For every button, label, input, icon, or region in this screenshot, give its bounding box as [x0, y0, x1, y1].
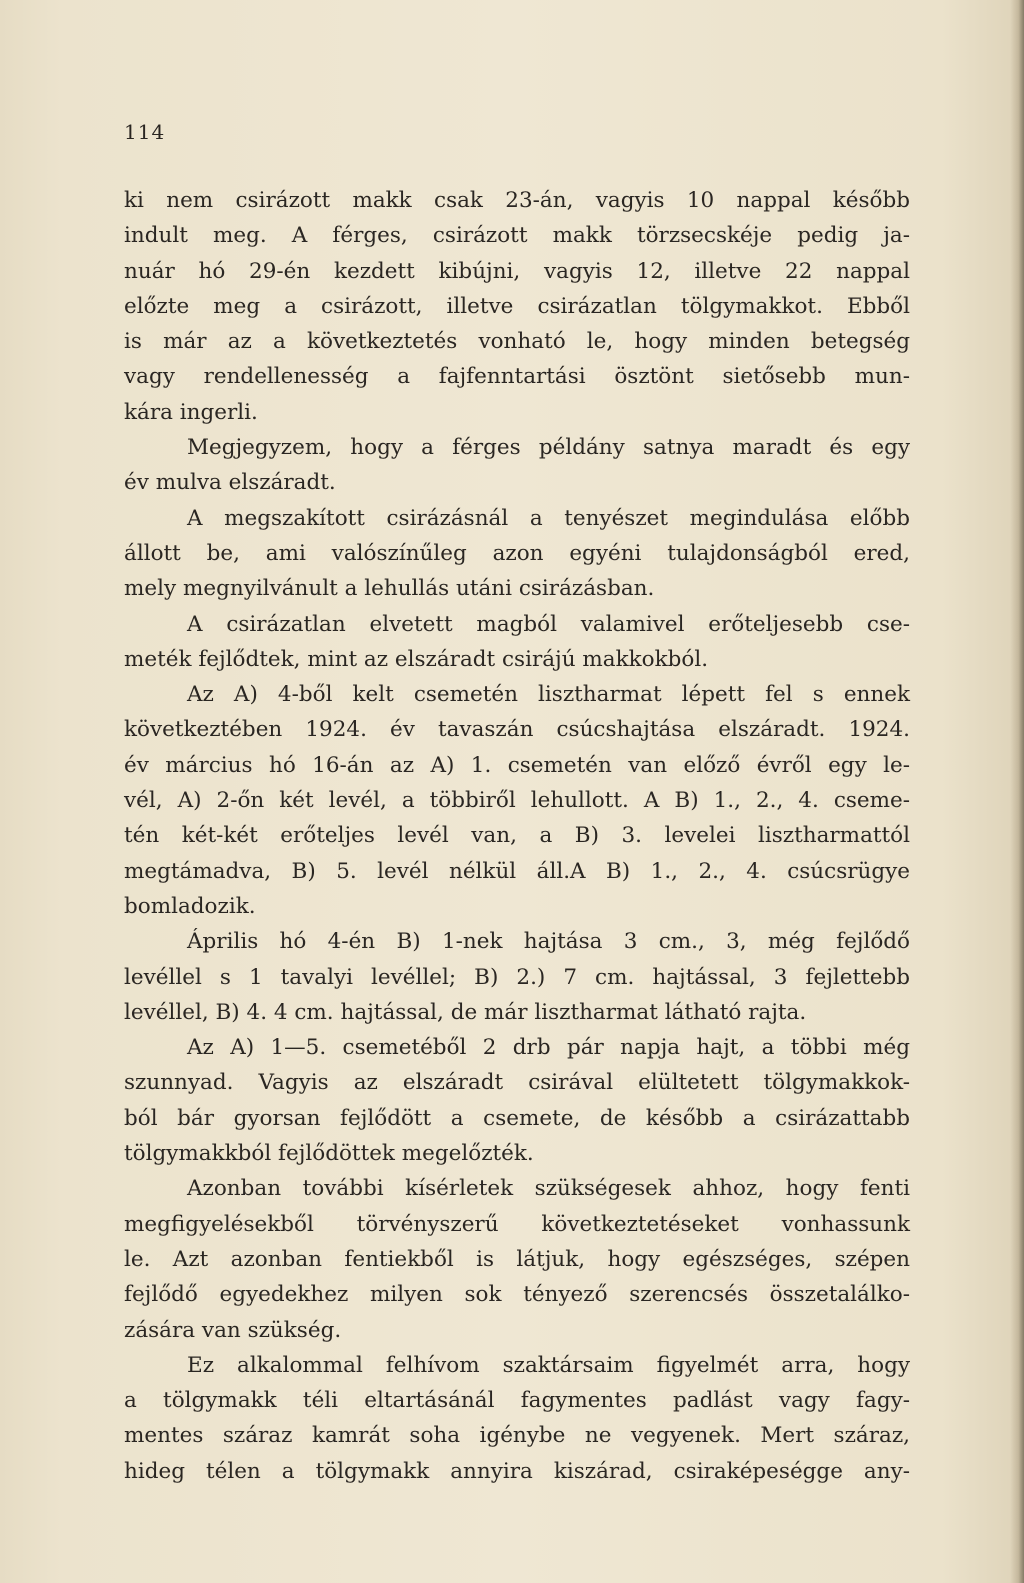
text-line: mely megnyilvánult a lehullás utáni csirázásban. [124, 576, 655, 602]
text-line: Megjegyzem, hogy a férges példány satnya maradt és egy [187, 435, 910, 461]
text-line: szunnyad. Vagyis az elszáradt csirával elültetett tölgymakkok- [124, 1070, 910, 1096]
text-line: megtámadva, B) 5. levél nélkül áll.A B) 1., 2., 4. csúcsrügye [124, 858, 910, 884]
page-number: 114 [124, 120, 166, 144]
text-line: megfigyelésekből törvényszerű következtetéseket vonhassunk [124, 1211, 910, 1237]
text-line: a tölgymakk téli eltartásánál fagymentes padlást vagy fagy- [124, 1388, 910, 1414]
text-line: tén két-két erőteljes levél van, a B) 3. levelei lisztharmattól [124, 823, 910, 849]
text-line: vagy rendellenesség a fajfenntartási ösztönt sietősebb mun- [124, 364, 910, 390]
text-line: le. Azt azonban fentiekből is látjuk, hogy egészséges, szépen [124, 1246, 910, 1272]
text-line: év március hó 16-án az A) 1. csemetén van előző évről egy le- [124, 752, 910, 778]
text-line: Az A) 1—5. csemetéből 2 drb pár napja hajt, a többi még [187, 1035, 910, 1061]
page-edge-shadow [1010, 0, 1024, 1583]
text-line: fejlődő egyedekhez milyen sok tényező szerencsés összetalálko- [124, 1282, 910, 1308]
text-line: év mulva elszáradt. [124, 470, 336, 496]
body-text [124, 183, 910, 1489]
text-line: következtében 1924. év tavaszán csúcshajtása elszáradt. 1924. [124, 717, 910, 743]
text-line: levéllel s 1 tavalyi levéllel; B) 2.) 7 cm. hajtással, 3 fejlettebb [124, 964, 910, 990]
text-line: ki nem csirázott makk csak 23-án, vagyis 10 nappal később [124, 188, 910, 213]
text-line: levéllel, B) 4. 4 cm. hajtással, de már lisztharmat látható rajta. [124, 999, 807, 1025]
text-line: Ez alkalommal felhívom szaktársaim figyelmét arra, hogy [187, 1352, 910, 1378]
text-line: is már az a következtetés vonható le, hogy minden betegség [124, 329, 910, 355]
text-line: Az A) 4-ből kelt csemetén lisztharmat lépett fel s ennek [187, 682, 910, 708]
text-line: állott be, ami valószínűleg azon egyéni tulajdonságból ered, [124, 540, 910, 566]
text-line: A csirázatlan elvetett magból valamivel erőteljesebb cse- [187, 611, 910, 637]
text-line: előzte meg a csirázott, illetve csirázatlan tölgymakkot. Ebből [124, 293, 910, 319]
text-line: hideg télen a tölgymakk annyira kiszárad, csiraképeségge any- [124, 1458, 910, 1484]
text-line: ból bár gyorsan fejlődött a csemete, de később a csirázattabb [124, 1105, 910, 1131]
text-line: Április hó 4-én B) 1-nek hajtása 3 cm., 3, még fejlődő [187, 929, 910, 955]
text-line: indult meg. A férges, csirázott makk törzsecskéje pedig ja- [124, 223, 910, 249]
text-line: vél, A) 2-őn két levél, a többiről lehullott. A B) 1., 2., 4. cseme- [124, 788, 910, 814]
text-line: A megszakított csirázásnál a tenyészet megindulása előbb [187, 505, 910, 531]
text-line: kára ingerli. [124, 399, 258, 425]
text-line: bomladozik. [124, 893, 256, 919]
text-line: meték fejlődtek, mint az elszáradt csirájú makkokból. [124, 646, 709, 672]
text-line: Azonban további kísérletek szükségesek ahhoz, hogy fenti [187, 1176, 910, 1202]
text-line: tölgymakkból fejlődöttek megelőzték. [124, 1141, 534, 1167]
text-line: zására van szükség. [124, 1317, 342, 1343]
text-line: mentes száraz kamrát soha igénybe ne vegyenek. Mert száraz, [124, 1423, 910, 1449]
text-line: nuár hó 29-én kezdett kibújni, vagyis 12, illetve 22 nappal [124, 258, 910, 284]
